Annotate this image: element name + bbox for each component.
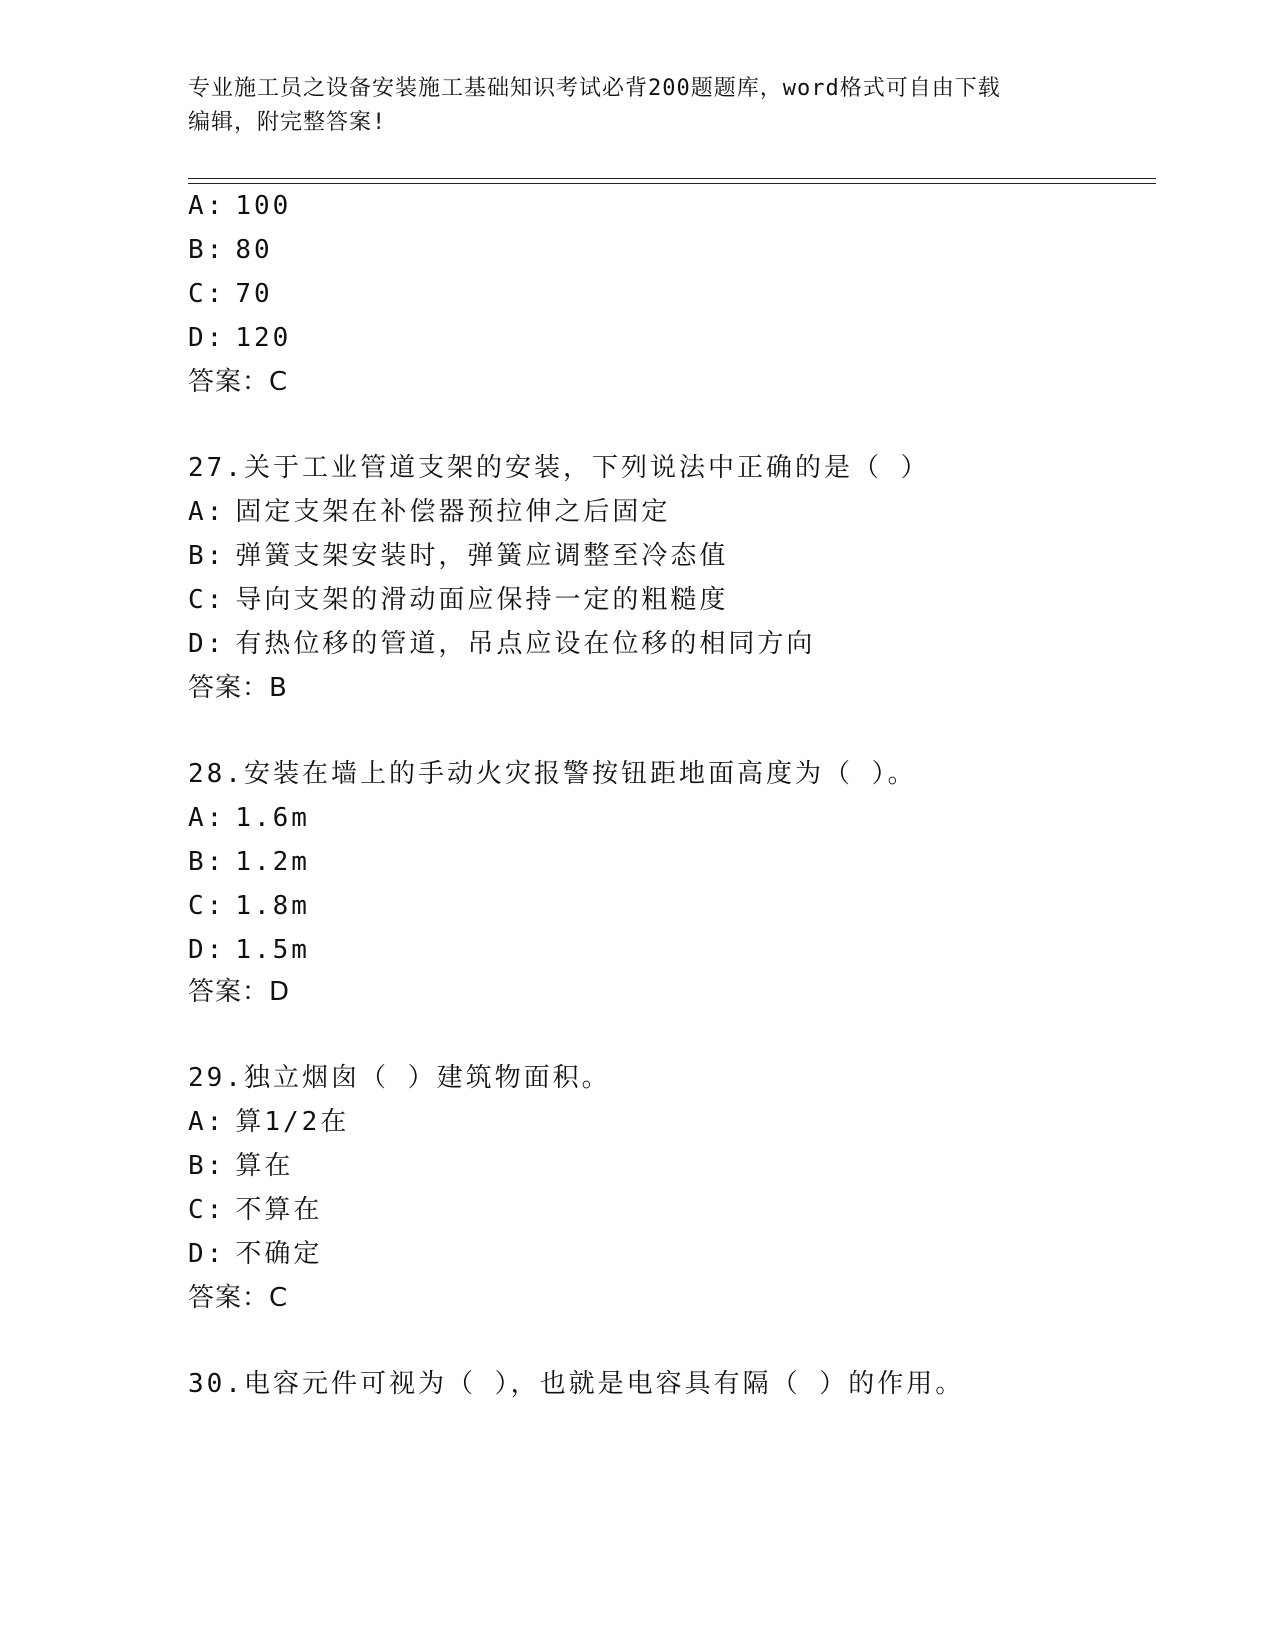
q29-answer: 答案：C — [188, 1283, 289, 1313]
q27-option-c: C: 导向支架的滑动面应保持一定的粗糙度 — [188, 585, 729, 615]
header-line-2: 编辑，附完整答案! — [188, 110, 387, 135]
header-divider-top — [188, 178, 1156, 179]
q28-option-b: B: 1.2m — [188, 847, 310, 877]
q28-option-c: C: 1.8m — [188, 891, 310, 921]
q27-answer: 答案：B — [188, 673, 288, 703]
q26-option-c: C: 70 — [188, 279, 273, 309]
q26-answer: 答案：C — [188, 367, 289, 397]
q29-option-a: A: 算1/2在 — [188, 1107, 350, 1137]
q28-option-d: D: 1.5m — [188, 935, 310, 965]
q29-option-d: D: 不确定 — [188, 1239, 323, 1269]
q29-question: 29.独立烟囱（ ）建筑物面积。 — [188, 1063, 611, 1093]
q27-option-d: D: 有热位移的管道，吊点应设在位移的相同方向 — [188, 629, 816, 659]
q29-option-c: C: 不算在 — [188, 1195, 323, 1225]
q26-option-d: D: 120 — [188, 323, 292, 353]
header-divider-bottom — [188, 183, 1156, 184]
q26-option-a: A: 100 — [188, 191, 292, 221]
document-header — [188, 72, 1088, 140]
q30-question: 30.电容元件可视为（ ），也就是电容具有隔（ ）的作用。 — [188, 1369, 965, 1399]
q27-question: 27.关于工业管道支架的安装，下列说法中正确的是（ ） — [188, 453, 930, 483]
q29-option-b: B: 算在 — [188, 1151, 294, 1181]
q28-question: 28.安装在墙上的手动火灾报警按钮距地面高度为（ ）。 — [188, 759, 917, 789]
q27-option-a: A: 固定支架在补偿器预拉伸之后固定 — [188, 497, 671, 527]
header-line-1: 专业施工员之设备安装施工基础知识考试必背200题题库，word格式可自由下载 — [188, 76, 1001, 101]
q27-option-b: B: 弹簧支架安装时，弹簧应调整至冷态值 — [188, 541, 729, 571]
q28-option-a: A: 1.6m — [188, 803, 310, 833]
q28-answer: 答案：D — [188, 977, 291, 1007]
q26-option-b: B: 80 — [188, 235, 273, 265]
